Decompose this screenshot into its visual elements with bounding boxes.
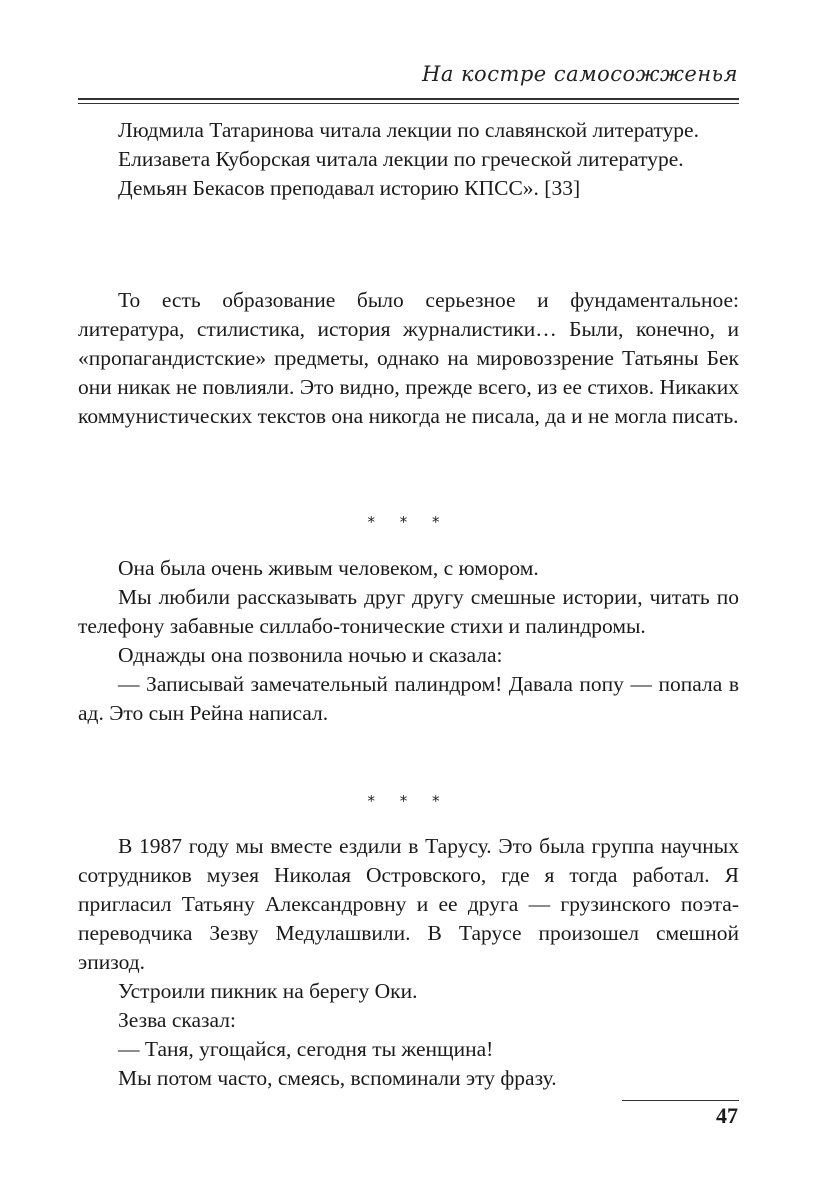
paragraph: То есть образование было серьезное и фундаментальное: литература, стилистика, история журналистики… Были, конечно, и «пропагандистские» предметы, однако на мировоззрение Татьяны Бек они никак не повлияли. Это видно, прежде всего, из ее стихов. Никаких коммунистических текстов она никогда не писала, да и не могла писать.	[78, 288, 739, 428]
paragraph: Демьян Бекасов преподавал историю КПСС». [33]	[118, 176, 581, 200]
paragraph: Зезва сказал:	[118, 1008, 236, 1032]
section-humor	[78, 554, 739, 728]
paragraph: Однажды она позвонила ночью и сказала:	[118, 643, 503, 667]
paragraph: Она была очень живым человеком, с юмором.	[118, 556, 539, 580]
section-education	[78, 286, 739, 431]
paragraph: Мы любили рассказывать друг другу смешные истории, читать по телефону забавные силлабо-тонические стихи и палиндромы.	[78, 585, 739, 638]
page-number: 47	[716, 1103, 738, 1128]
section-tarusa	[78, 832, 739, 1093]
running-head-title: На костре самосожженья	[422, 62, 738, 86]
paragraph: — Таня, угощайся, сегодня ты женщина!	[118, 1037, 494, 1061]
paragraph: Людмила Татаринова читала лекции по славянской литературе.	[118, 118, 699, 142]
header-rule-thin	[78, 103, 739, 104]
section-separator: * * *	[367, 792, 450, 810]
footer-rule	[622, 1100, 739, 1101]
paragraph: Устроили пикник на берегу Оки.	[118, 979, 418, 1003]
paragraph: В 1987 году мы вместе ездили в Тарусу. Это была группа научных сотрудников музея Николая Островского, где я тогда работал. Я пригласил Татьяну Александровну и ее друга — грузинского поэта-переводчика Зезву Медулашвили. В Тарусе произошел смешной эпизод.	[78, 834, 739, 974]
header-rule-thick	[78, 98, 739, 100]
section-separator: * * *	[367, 513, 450, 531]
paragraph: — Записывай замечательный палиндром! Давала попу — попала в ад. Это сын Рейна написал.	[78, 672, 739, 725]
paragraph: Елизавета Куборская читала лекции по греческой литературе.	[118, 147, 684, 171]
section-faculty-list	[78, 116, 739, 203]
paragraph: Мы потом часто, смеясь, вспоминали эту фразу.	[118, 1066, 557, 1090]
